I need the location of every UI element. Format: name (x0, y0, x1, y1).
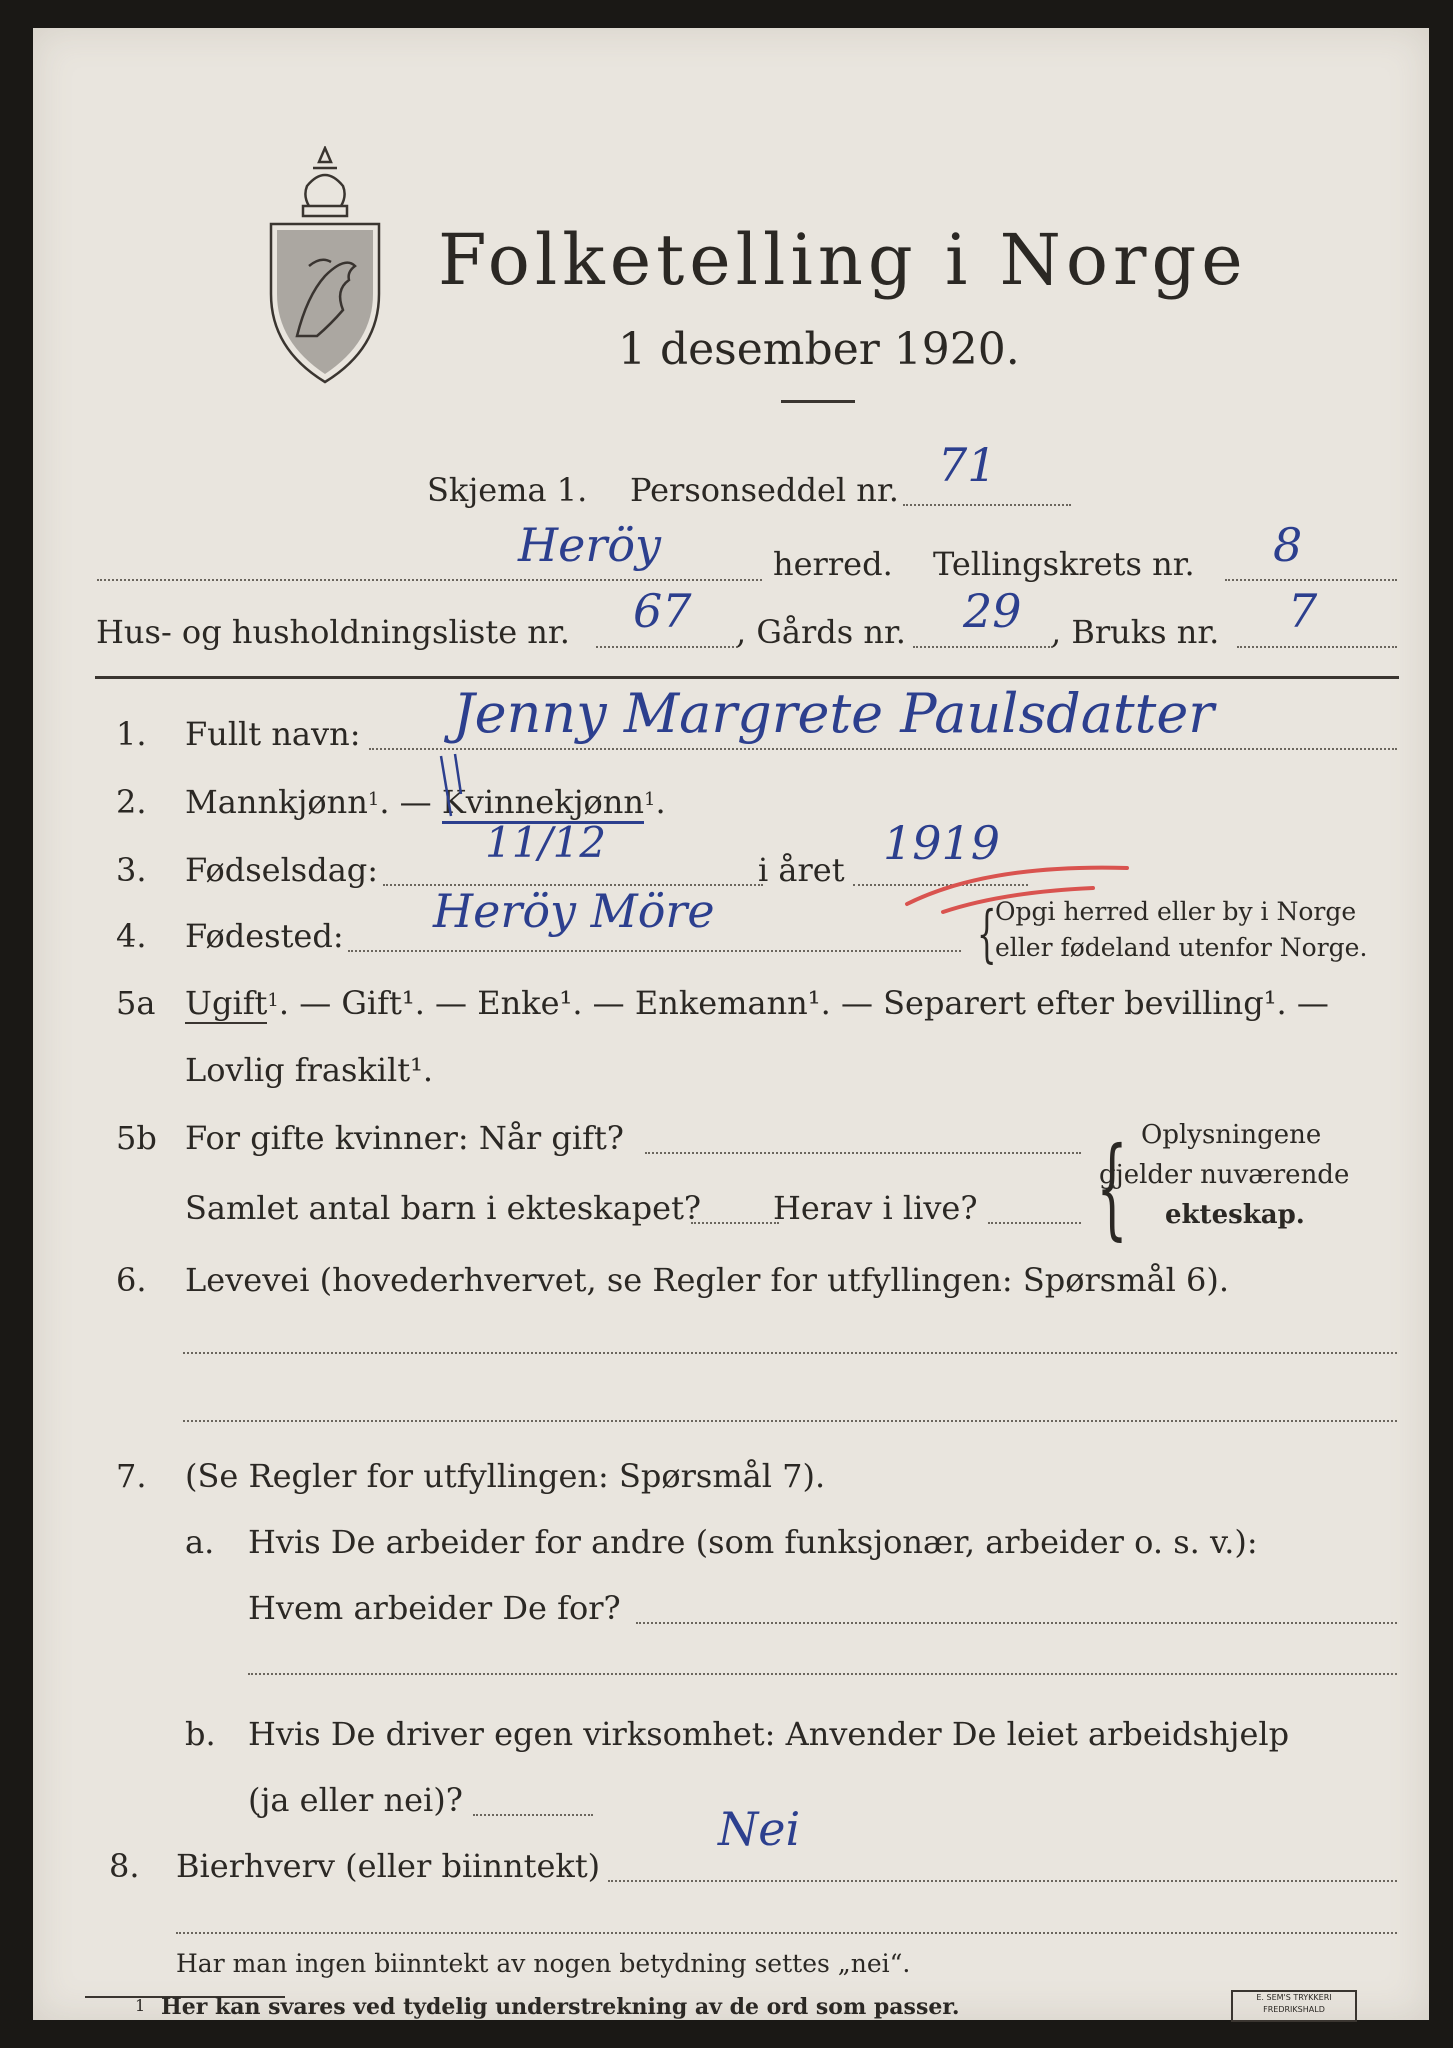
q5a-ugift-option[interactable]: Ugift (185, 984, 268, 1022)
q5b-label-1: For gifte kvinner: Når gift? (185, 1119, 624, 1157)
herred-value: Heröy (518, 518, 662, 572)
q3-number: 3. (116, 851, 147, 889)
q6-label: Levevei (hovederhvervet, se Regler for utfyllingen: Spørsmål 6). (185, 1261, 1230, 1299)
q2-number: 2. (116, 783, 147, 821)
full-name-field[interactable] (369, 748, 1397, 750)
occupation-field-2[interactable] (183, 1420, 1397, 1422)
tellingskrets-value: 8 (1273, 518, 1303, 572)
birthplace-field[interactable] (348, 950, 961, 952)
q5a-other-options[interactable]: . — Gift¹. — Enke¹. — Enkemann¹. — Separert efter bevilling¹. — (278, 984, 1329, 1022)
q5a-ugift-footnote-mark: 1 (267, 990, 279, 1011)
gender-tick-mark (433, 752, 473, 822)
q3-year-label: i året (758, 851, 845, 889)
q7b-label-1: Hvis De driver egen virksomhet: Anvender De leiet arbeidshjelp (248, 1715, 1290, 1753)
birth-day-value: 11/12 (485, 818, 607, 867)
q2-male-footnote-mark: 1 (367, 789, 380, 810)
q5a-options (185, 983, 1329, 1023)
tellingskrets-label: Tellingskrets nr. (933, 545, 1195, 583)
herred-field[interactable] (97, 579, 762, 581)
q7a-label-1: Hvis De arbeider for andre (som funksjonær, arbeider o. s. v.): (248, 1523, 1258, 1561)
q2-male-option[interactable]: Mannkjønn (185, 783, 368, 821)
bruks-field[interactable] (1237, 646, 1397, 648)
census-form-sheet (33, 28, 1429, 2020)
personseddel-value: 71 (938, 438, 997, 492)
q4-note-line1: Opgi herred eller by i Norge (995, 897, 1357, 926)
herred-label: herred. (773, 545, 893, 583)
side-income-field-1[interactable] (608, 1880, 1397, 1882)
husholdning-field[interactable] (596, 646, 738, 648)
q2-end: . (655, 783, 666, 821)
q5a-line2[interactable]: Lovlig fraskilt¹. (185, 1051, 434, 1089)
birthplace-value: Heröy Möre (433, 884, 715, 938)
header-rule (95, 676, 1399, 679)
q4-label: Fødested: (185, 917, 344, 955)
coat-of-arms-icon (263, 146, 388, 386)
form-date: 1 desember 1920. (618, 324, 1020, 375)
birth-year-value: 1919 (883, 816, 1001, 870)
form-title: Folketelling i Norge (438, 219, 1248, 301)
personseddel-field[interactable] (903, 504, 1071, 506)
q7a-number: a. (185, 1523, 215, 1561)
q5b-label-3: Herav i live? (773, 1189, 978, 1227)
employer-field-2[interactable] (248, 1673, 1397, 1675)
q5b-note-1: Oplysningene (1141, 1120, 1322, 1150)
title-divider (781, 400, 855, 403)
personseddel-label: Personseddel nr. (630, 471, 899, 509)
q4-note-line2: eller fødeland utenfor Norge. (995, 933, 1368, 962)
q5b-brace: { (1096, 1123, 1128, 1251)
bruks-label: , Bruks nr. (1051, 613, 1220, 651)
hired-help-field[interactable] (473, 1814, 593, 1816)
q5b-note-3: ekteskap. (1165, 1200, 1305, 1230)
husholdning-label: Hus- og husholdningsliste nr. (96, 613, 570, 651)
q7b-number: b. (185, 1715, 216, 1753)
footnote-number: 1 (135, 1996, 146, 2015)
q2-separator: . — (379, 783, 442, 821)
children-count-field[interactable] (691, 1222, 779, 1224)
gards-value: 29 (963, 584, 1022, 638)
q7-label: (Se Regler for utfyllingen: Spørsmål 7). (185, 1457, 826, 1495)
side-income-value: Nei (718, 1802, 801, 1856)
q2-female-option[interactable]: Kvinnekjønn (442, 783, 644, 824)
q8-label: Bierhverv (eller biinntekt) (176, 1847, 601, 1885)
bruks-value: 7 (1288, 584, 1318, 638)
q6-number: 6. (116, 1261, 147, 1299)
q5b-number: 5b (116, 1119, 157, 1157)
tellingskrets-field[interactable] (1225, 579, 1397, 581)
q4-brace: { (976, 897, 997, 970)
gards-label: , Gårds nr. (736, 613, 906, 651)
q3-label: Fødselsdag: (185, 851, 379, 889)
q7b-label-2: (ja eller nei)? (248, 1781, 463, 1819)
occupation-field-1[interactable] (183, 1352, 1397, 1354)
gards-field[interactable] (913, 646, 1053, 648)
married-date-field[interactable] (645, 1152, 1081, 1154)
husholdning-value: 67 (633, 584, 692, 638)
skjema-label: Skjema 1. (427, 471, 588, 509)
q2-female-footnote-mark: 1 (644, 789, 656, 810)
q1-number: 1. (116, 715, 147, 753)
q1-label: Fullt navn: (185, 715, 361, 753)
q5b-note-2: gjelder nuværende (1099, 1160, 1350, 1190)
q2-options (185, 782, 666, 822)
q7-number: 7. (116, 1457, 147, 1495)
printer-stamp: E. SEM'S TRYKKERI FREDRIKSHALD (1231, 1990, 1357, 2022)
employer-field-1[interactable] (636, 1622, 1397, 1624)
q8-number: 8. (109, 1847, 140, 1885)
footnote-text: Her kan svares ved tydelig understrekning av de ord som passer. (161, 1994, 960, 2020)
q7a-label-2: Hvem arbeider De for? (248, 1589, 621, 1627)
full-name-value: Jenny Margrete Paulsdatter (453, 682, 1215, 745)
children-alive-field[interactable] (988, 1222, 1081, 1224)
q4-number: 4. (116, 917, 147, 955)
q5b-label-2: Samlet antal barn i ekteskapet? (185, 1189, 702, 1227)
side-income-field-2[interactable] (176, 1932, 1397, 1934)
q5a-number: 5a (116, 984, 156, 1022)
q8-note: Har man ingen biinntekt av nogen betydning settes „nei“. (176, 1949, 911, 1978)
